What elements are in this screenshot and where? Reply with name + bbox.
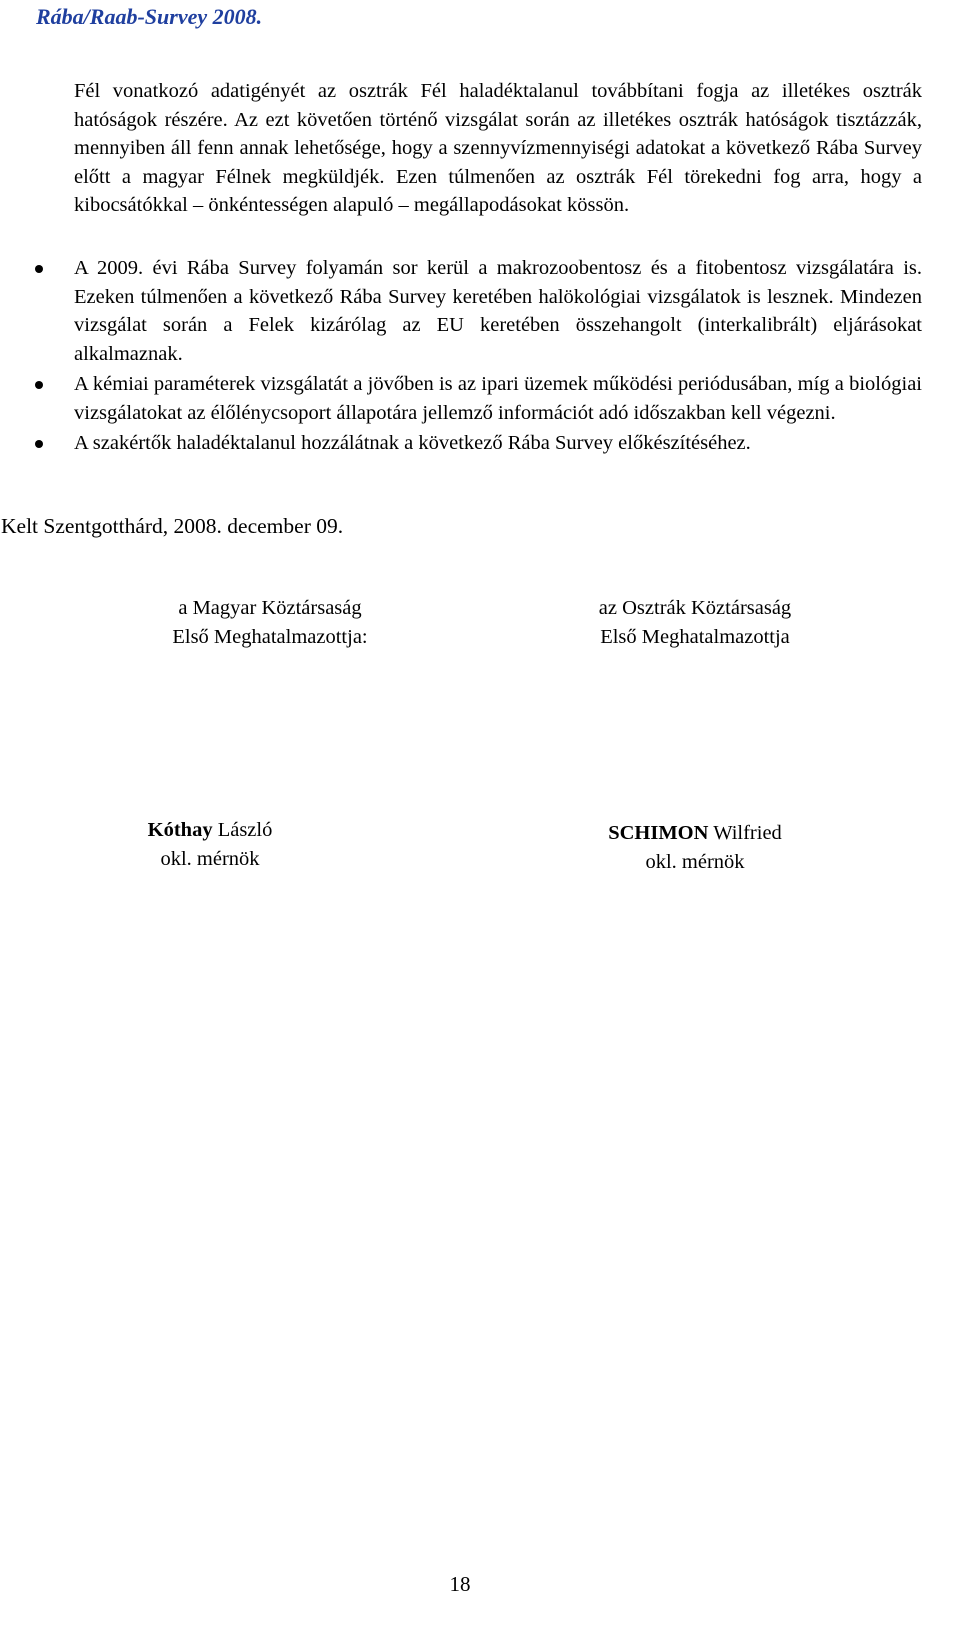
bullet-dot-icon [35, 265, 43, 273]
bullet-text: A szakértők haladéktalanul hozzálátnak a következő Rába Survey előkészítéséhez. [74, 432, 751, 454]
left-org-role: Első Meghatalmazottja: [172, 625, 368, 648]
bullet-item [74, 254, 922, 368]
bullet-dot-icon [35, 440, 43, 448]
left-signatory-org [70, 594, 470, 651]
right-org-line: az Osztrák Köztársaság [598, 597, 792, 619]
left-org-line: a Magyar Köztársaság [178, 597, 362, 619]
right-signatory-org [500, 594, 890, 651]
page-number: 18 [449, 1572, 471, 1596]
bullet-text: A kémiai paraméterek vizsgálatát a jövőben is az ipari üzemek működési periódusában, míg a biológiai vizsgálatokat az élőlénycsoport állapotára jellemző információt adó időszakban kell végezni. [74, 373, 922, 424]
bullet-dot-icon [35, 381, 43, 389]
right-given-name: Wilfried [713, 822, 782, 844]
left-signatory-name [60, 816, 360, 873]
continuation-paragraph: Fél vonatkozó adatigényét az osztrák Fél haladéktalanul továbbítani fogja az illetékes osztrák hatóságok részére. Az ezt követően történő vizsgálat során az illetékes osztrák hatóságok tisztázzák, mennyiben áll fenn annak lehetősége, hogy a szennyvízmennyiségi adatokat a következő Rába Survey előtt a magyar Félnek megküldjék. Ezen túlmenően az osztrák Fél törekedni fog arra, hogy a kibocsátókkal – önkéntességen alapuló – megállapodásokat kössön. [74, 80, 922, 216]
right-name-line [545, 819, 845, 848]
bullet-item [74, 370, 922, 427]
running-header: Rába/Raab-Survey 2008. [36, 4, 263, 29]
place-date-line: Kelt Szentgotthárd, 2008. december 09. [1, 514, 344, 538]
bullet-text: A 2009. évi Rába Survey folyamán sor kerül a makrozoobentosz és a fitobentosz vizsgálatára is. Ezeken túlmenően a következő Rába Survey keretében halökológiai vizsgálatok is lesznek. Mindezen vizsgálat során a Felek kizárólag az EU keretében összehangolt (interkalibrált) eljárásokat alkalmaznak. [74, 257, 922, 365]
bullet-item [74, 429, 922, 458]
right-title: okl. mérnök [645, 850, 745, 873]
left-surname: Kóthay [147, 819, 213, 841]
right-signatory-name [545, 819, 845, 876]
left-given-name: László [217, 819, 273, 841]
left-name-line [60, 816, 360, 845]
right-surname: SCHIMON [608, 822, 709, 844]
left-title: okl. mérnök [160, 847, 260, 870]
bullet-list [74, 254, 922, 458]
right-org-role: Első Meghatalmazottja [600, 625, 790, 648]
